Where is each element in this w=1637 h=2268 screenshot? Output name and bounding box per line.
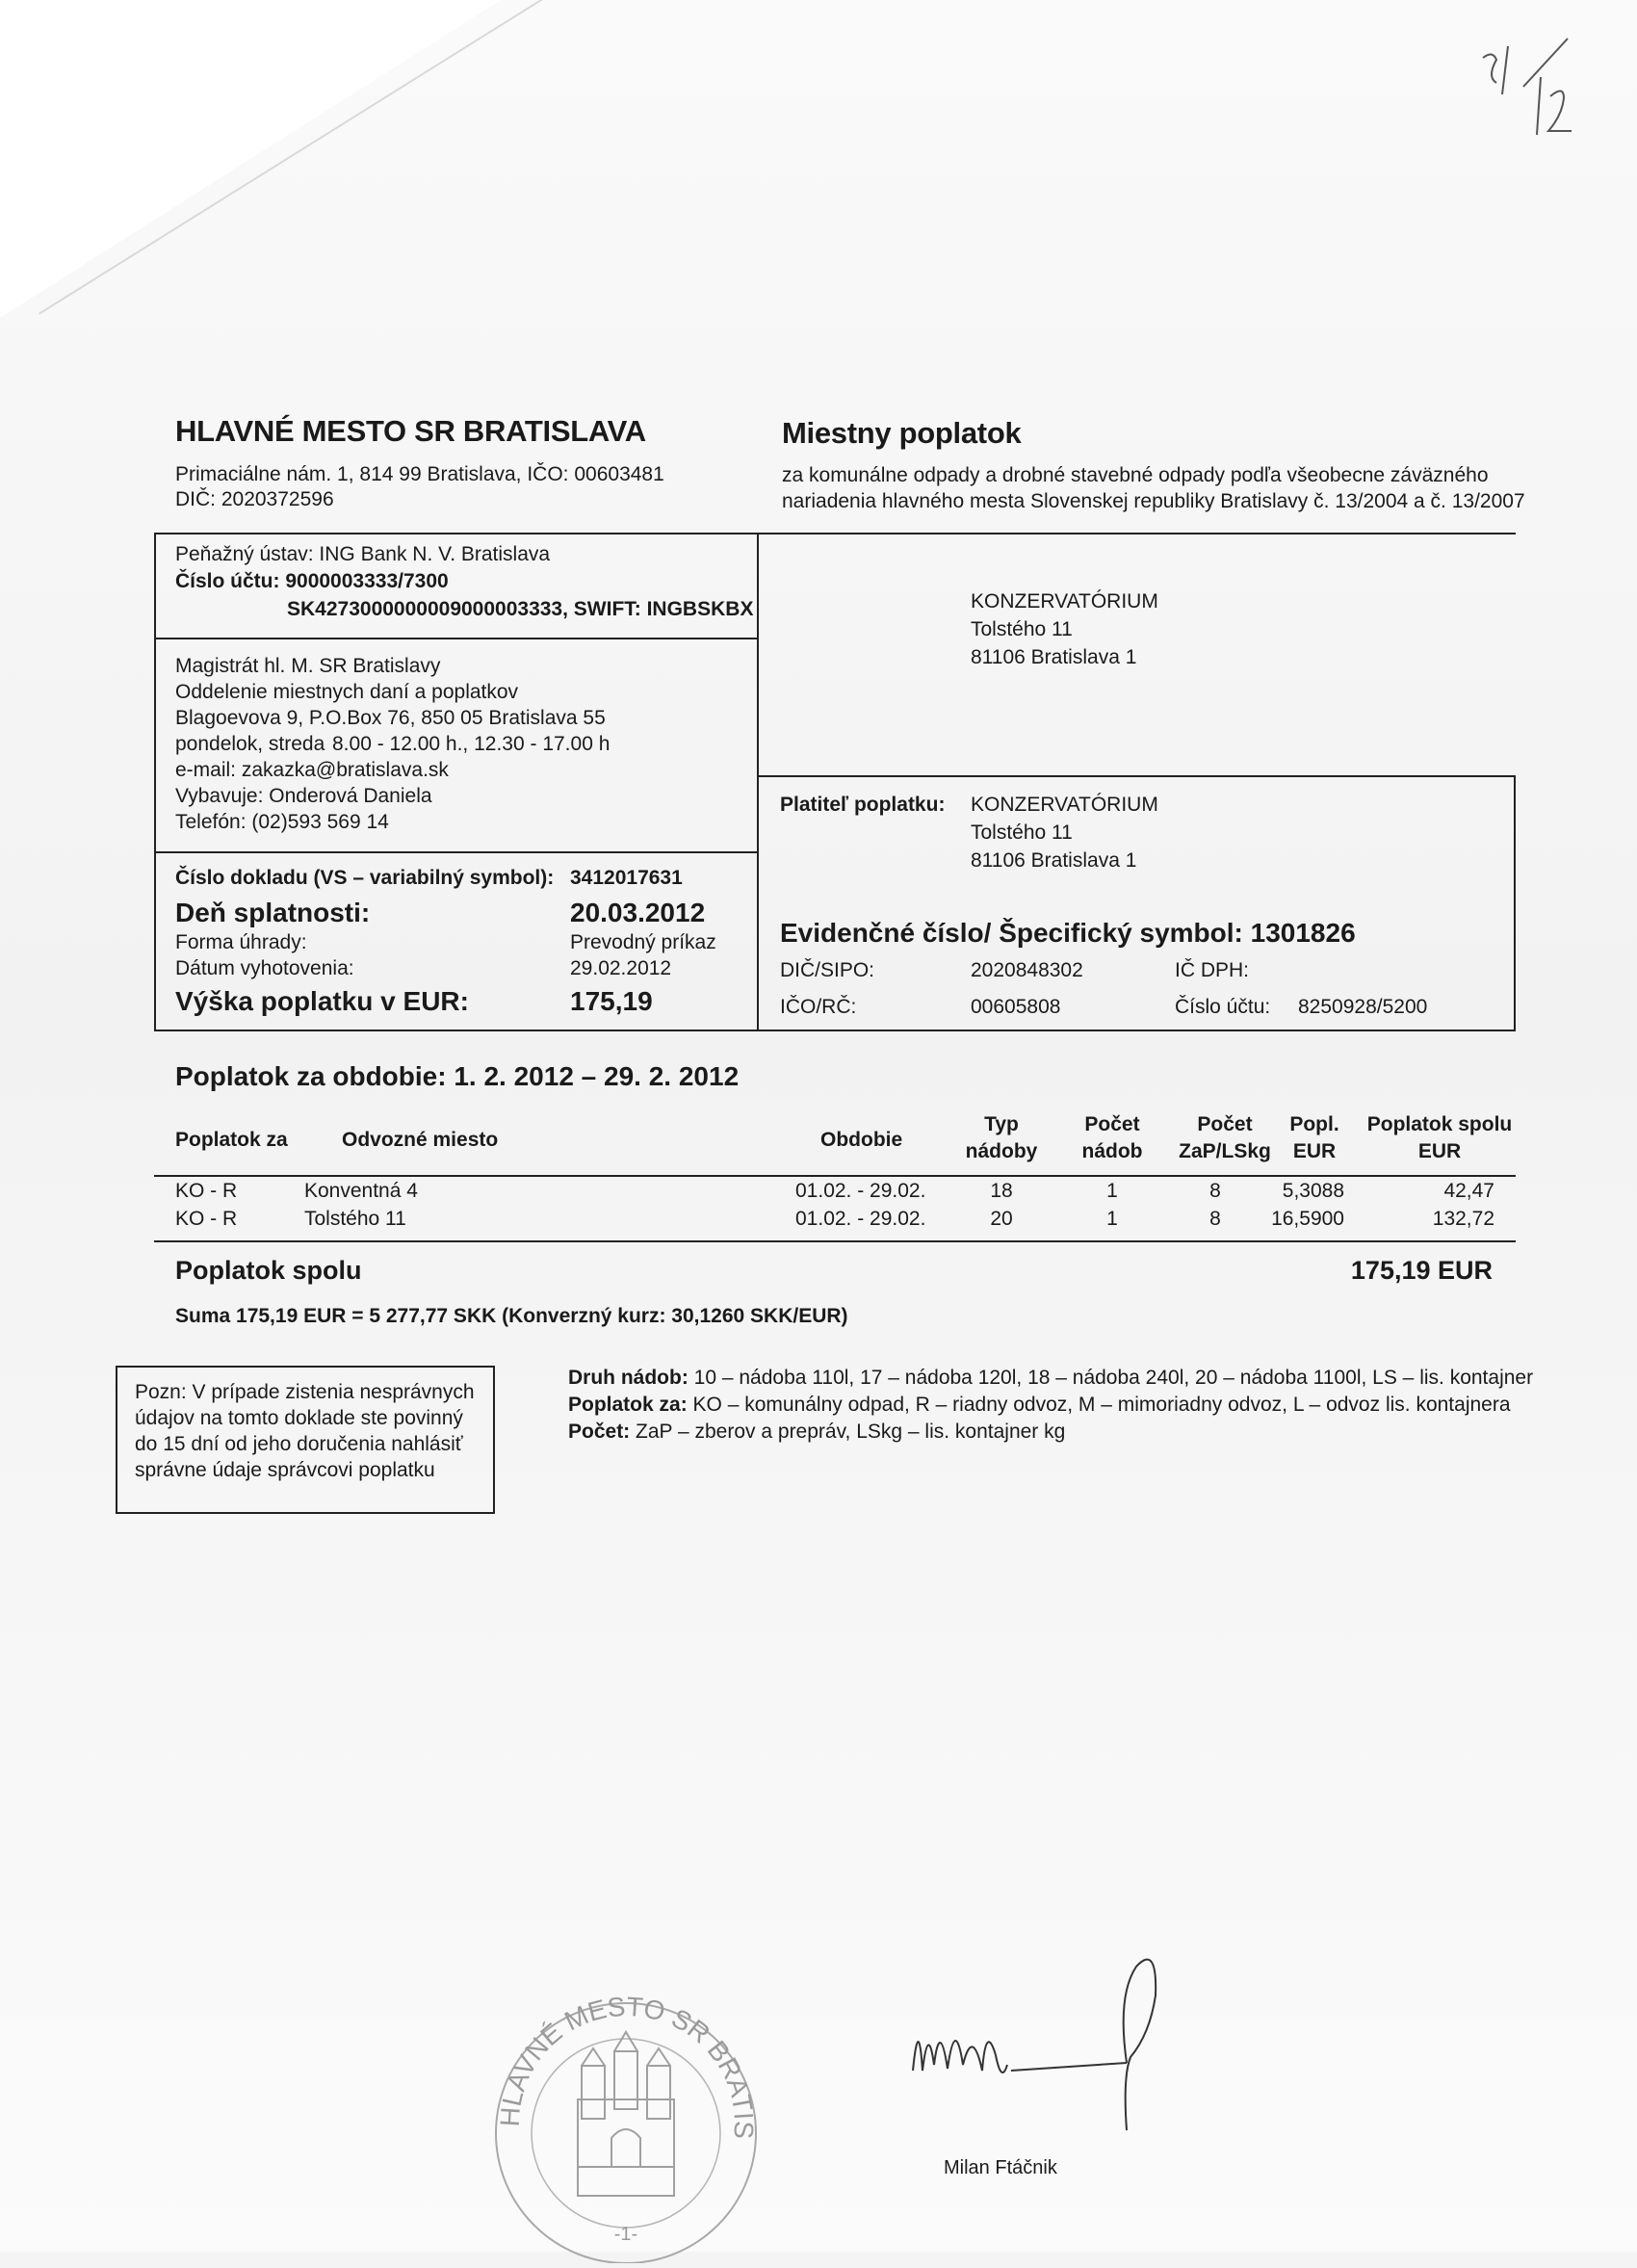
signature-drawing	[896, 1955, 1223, 2177]
bank-account-number: 9000003333/7300	[285, 570, 449, 592]
frame-top-line	[154, 533, 1516, 534]
fee-subtitle-line2: nariadenia hlavného mesta Slovenskej republiky Bratislavy č. 13/2004 a č. 13/2007	[782, 490, 1525, 512]
office-phone: Telefón: (02)593 569 14	[175, 811, 389, 833]
legend-druh	[568, 1366, 1533, 1390]
icdph-label: IČ DPH:	[1175, 959, 1250, 981]
ico-label: IČO/RČ:	[780, 996, 857, 1018]
table-footer-line	[154, 1240, 1516, 1242]
period-heading: Poplatok za obdobie: 1. 2. 2012 – 29. 2. 2012	[175, 1061, 740, 1091]
issued-value: 29.02.2012	[570, 957, 672, 979]
row-place: Tolstého 11	[304, 1208, 406, 1230]
th-zap-2: ZaP/LSkg	[1179, 1140, 1271, 1162]
payment-label: Forma úhrady:	[175, 931, 307, 953]
row-rate: 16,5900	[1271, 1208, 1344, 1230]
dic-value: 2020848302	[971, 959, 1083, 981]
fee-title: Miestny poplatok	[782, 416, 1022, 450]
seal-circle-text: HLAVNÉ MESTO SR BRATIS	[494, 1991, 760, 2140]
th-place: Odvozné miesto	[342, 1129, 499, 1151]
legend-druh-label: Druh nádob:	[568, 1367, 689, 1389]
bank-divider	[154, 638, 759, 639]
recipient-name: KONZERVATÓRIUM	[971, 590, 1158, 613]
amount-value: 175,19	[570, 986, 653, 1016]
row-type: 18	[990, 1180, 1013, 1202]
frame-left-line	[154, 533, 156, 1031]
th-rate-1: Popl.	[1289, 1113, 1339, 1135]
row-fee-for: KO - R	[175, 1208, 238, 1230]
legend-pocet-text: ZaP – zberov a prepráv, LSkg – lis. kontajner kg	[630, 1421, 1066, 1443]
frame-middle-line	[757, 533, 759, 1031]
signatory-name: Milan Ftáčnik	[944, 2157, 1057, 2178]
th-type-1: Typ	[984, 1113, 1019, 1135]
vs-label: Číslo dokladu (VS – variabilný symbol):	[175, 867, 555, 889]
row-fee-for: KO - R	[175, 1180, 238, 1202]
issued-label: Dátum vyhotovenia:	[175, 957, 354, 979]
legend-poplatok-text: KO – komunálny odpad, R – riadny odvoz, M – mimoriadny odvoz, L – odvoz lis. kontajnera	[687, 1394, 1511, 1416]
legend-poplatok	[568, 1393, 1511, 1417]
handwritten-note-drawing	[1473, 29, 1589, 144]
office-line1: Magistrát hl. M. SR Bratislavy	[175, 655, 441, 677]
recipient-city: 81106 Bratislava 1	[971, 646, 1137, 668]
row-period: 01.02. - 29.02.	[795, 1208, 926, 1230]
city-seal-stamp	[481, 1974, 770, 2263]
table-header-line	[154, 1175, 1516, 1177]
payer-account-value: 8250928/5200	[1298, 996, 1428, 1018]
row-type: 20	[990, 1208, 1013, 1230]
folded-corner	[0, 0, 501, 318]
legend-pocet	[568, 1420, 1065, 1444]
castle-icon	[578, 2032, 674, 2196]
note-line4: správne údaje správcovi poplatku	[135, 1459, 435, 1481]
th-period: Obdobie	[820, 1129, 903, 1151]
office-divider	[154, 851, 759, 853]
issuer-name: HLAVNÉ MESTO SR BRATISLAVA	[175, 414, 646, 448]
note-line2: údajov na tomto doklade ste povinný	[135, 1407, 463, 1429]
row-zap: 8	[1209, 1180, 1221, 1202]
conversion-line: Suma 175,19 EUR = 5 277,77 SKK (Konverzný kurz: 30,1260 SKK/EUR)	[175, 1305, 848, 1327]
city-seal-drawing	[481, 1974, 770, 2263]
recipient-street: Tolstého 11	[971, 618, 1073, 640]
office-hours-time: 8.00 - 12.00 h., 12.30 - 17.00 h	[332, 733, 611, 755]
th-count-2: nádob	[1081, 1140, 1143, 1162]
dic-label: DIČ/SIPO:	[780, 959, 875, 981]
th-count-1: Počet	[1084, 1113, 1140, 1135]
th-type-2: nádoby	[965, 1140, 1038, 1162]
fee-subtitle-line1: za komunálne odpady a drobné stavebné odpady podľa všeobecne záväzného	[782, 464, 1489, 486]
payer-label: Platiteľ poplatku:	[780, 794, 946, 816]
bank-institution: Peňažný ústav: ING Bank N. V. Bratislava	[175, 543, 551, 565]
legend-druh-text: 10 – nádoba 110l, 17 – nádoba 120l, 18 – nádoba 240l, 20 – nádoba 1100l, LS – lis. kontajner	[688, 1367, 1534, 1389]
bank-account	[175, 569, 449, 593]
row-total: 132,72	[1432, 1208, 1494, 1230]
summary-value: 175,19 EUR	[1350, 1256, 1493, 1285]
ico-value: 00605808	[971, 996, 1061, 1018]
row-total: 42,47	[1443, 1180, 1494, 1202]
note-line3: do 15 dní od jeho doručenia nahlásiť	[135, 1433, 463, 1455]
payer-city: 81106 Bratislava 1	[971, 849, 1137, 872]
issuer-dic: DIČ: 2020372596	[175, 488, 334, 510]
row-rate: 5,3088	[1282, 1180, 1344, 1202]
handwritten-note	[1473, 29, 1589, 144]
office-email: e-mail: zakazka@bratislava.sk	[175, 759, 449, 781]
vs-value: 3412017631	[570, 867, 683, 889]
svg-text:HLAVNÉ MESTO SR BRATISLAVA	[481, 1974, 759, 2140]
issuer-address: Primaciálne nám. 1, 814 99 Bratislava, IČO: 00603481	[175, 463, 664, 485]
row-place: Konventná 4	[304, 1180, 418, 1202]
row-period: 01.02. - 29.02.	[795, 1180, 926, 1202]
row-count: 1	[1106, 1180, 1118, 1202]
due-value: 20.03.2012	[570, 898, 706, 927]
payer-street: Tolstého 11	[971, 821, 1073, 844]
payer-account-label: Číslo účtu:	[1175, 996, 1271, 1018]
signature	[896, 1955, 1223, 2177]
bank-iban-swift: SK4273000000009000003333, SWIFT: INGBSKBX	[287, 598, 754, 620]
note-line1: Pozn: V prípade zistenia nesprávnych	[135, 1381, 475, 1403]
office-handler: Vybavuje: Onderová Daniela	[175, 785, 432, 807]
seal-page-mark: -1-	[613, 2224, 638, 2245]
bank-account-label: Číslo účtu:	[175, 570, 280, 592]
payment-value: Prevodný príkaz	[570, 931, 716, 953]
due-label: Deň splatnosti:	[175, 898, 371, 927]
row-count: 1	[1106, 1208, 1118, 1230]
row-zap: 8	[1209, 1208, 1221, 1230]
summary-label: Poplatok spolu	[175, 1256, 362, 1285]
th-zap-1: Počet	[1197, 1113, 1253, 1135]
th-total-1: Poplatok spolu	[1366, 1113, 1513, 1135]
evidence-line: Evidenčné číslo/ Špecifický symbol: 1301826	[780, 918, 1356, 948]
legend-pocet-label: Počet:	[568, 1421, 631, 1443]
office-line2: Oddelenie miestnych daní a poplatkov	[175, 681, 519, 703]
office-hours-day: pondelok, streda	[175, 733, 325, 755]
th-rate-2: EUR	[1292, 1140, 1337, 1162]
amount-label: Výška poplatku v EUR:	[175, 986, 469, 1016]
th-fee-for: Poplatok za	[175, 1129, 288, 1151]
payer-right-line	[1514, 775, 1516, 1031]
payer-top-line	[757, 775, 1516, 777]
frame-bottom-line	[154, 1030, 1516, 1031]
payer-name: KONZERVATÓRIUM	[971, 794, 1158, 816]
legend-poplatok-label: Poplatok za:	[568, 1394, 688, 1416]
th-total-2: EUR	[1417, 1140, 1462, 1162]
office-line3: Blagoevova 9, P.O.Box 76, 850 05 Bratislava 55	[175, 707, 606, 729]
